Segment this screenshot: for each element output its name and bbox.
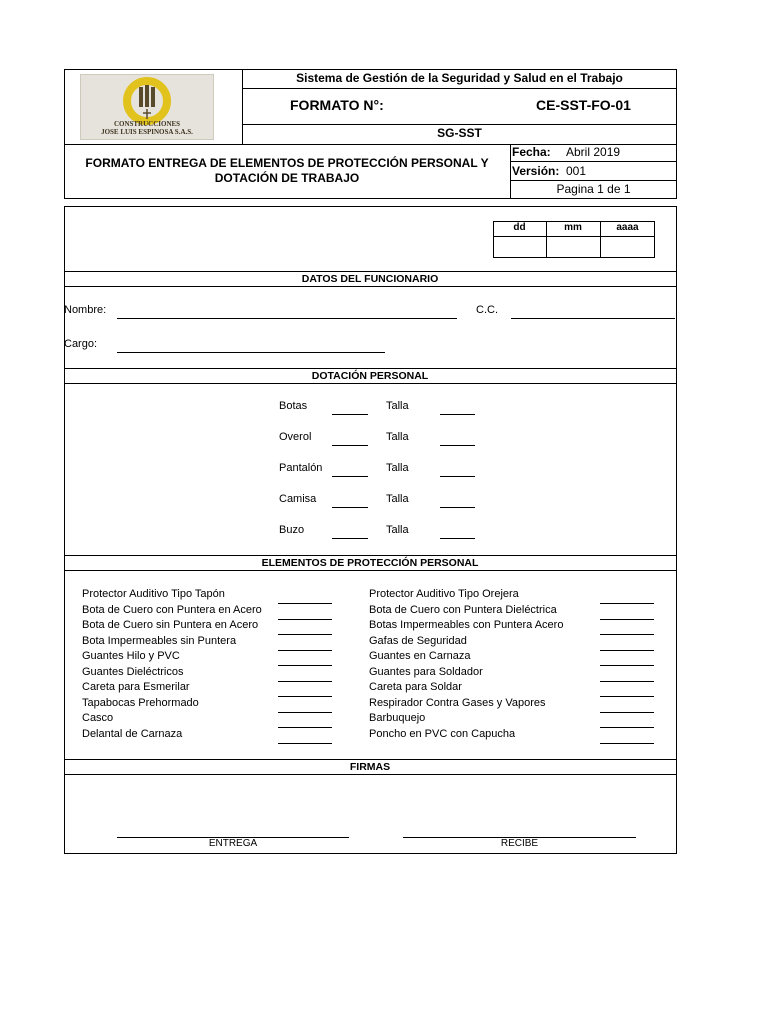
epp-right-item-field[interactable] <box>600 743 654 744</box>
epp-right-item-label: Botas Impermeables con Puntera Acero <box>369 619 564 631</box>
epp-right-item-field[interactable] <box>600 619 654 620</box>
document-title-line1: FORMATO ENTREGA DE ELEMENTOS DE PROTECCIÓN PERSONAL Y <box>85 156 489 170</box>
epp-left-item-label: Tapabocas Prehormado <box>82 696 199 709</box>
page-number: Pagina 1 de 1 <box>556 182 631 196</box>
epp-left-item-field[interactable] <box>278 650 332 651</box>
epp-left-item-field[interactable] <box>278 681 332 682</box>
epp-left-item-field[interactable] <box>278 665 332 666</box>
date-mm-header: mm <box>564 222 582 233</box>
dotacion-talla-label: Talla <box>386 493 409 505</box>
epp-left-item-field[interactable] <box>278 603 332 604</box>
dotacion-section-title: DOTACIÓN PERSONAL <box>64 368 676 384</box>
epp-right-item-label: Protector Auditivo Tipo Orejera <box>369 588 519 600</box>
epp-left-item-label: Bota de Cuero sin Puntera en Acero <box>82 619 259 631</box>
epp-left-item-label: Bota Impermeables sin Puntera <box>82 634 237 647</box>
epp-left-item-label: Careta para Esmerilar <box>82 681 190 693</box>
dotacion-item-label: Camisa <box>279 493 317 505</box>
fecha-value: Abril 2019 <box>566 145 621 159</box>
epp-left-item-field[interactable] <box>278 727 332 728</box>
date-dd-header: dd <box>513 222 526 233</box>
epp-right-item-label: Guantes para Soldador <box>369 665 483 678</box>
epp-right-item-field[interactable] <box>600 650 654 651</box>
dotacion-item-label: Pantalón <box>279 462 323 474</box>
sg-sst-label: SG-SST <box>437 126 482 140</box>
date-aaaa-field[interactable] <box>601 237 655 257</box>
epp-right-item-field[interactable] <box>600 634 654 635</box>
epp-section-title: ELEMENTOS DE PROTECCIÓN PERSONAL <box>64 555 676 571</box>
header-row-line-1 <box>242 88 677 89</box>
epp-left-item-field[interactable] <box>278 619 332 620</box>
format-code: CE-SST-FO-01 <box>536 97 631 113</box>
epp-right-item-label: Careta para Soldar <box>369 681 462 693</box>
dotacion-talla-field[interactable] <box>440 476 475 477</box>
dotacion-quantity-field[interactable] <box>332 414 368 415</box>
dotacion-talla-field[interactable] <box>440 507 475 508</box>
epp-right-item-field[interactable] <box>600 696 654 697</box>
epp-right-item-field[interactable] <box>600 712 654 713</box>
dotacion-talla-field[interactable] <box>440 414 475 415</box>
dotacion-talla-label: Talla <box>386 462 409 474</box>
epp-left-item-label: Bota de Cuero con Puntera en Acero <box>82 603 262 616</box>
dotacion-item-label: Buzo <box>279 524 305 536</box>
epp-left-item-label: Delantal de Carnaza <box>82 727 183 740</box>
header-meta-line-2 <box>510 180 677 181</box>
epp-left-item-field[interactable] <box>278 743 332 744</box>
dotacion-talla-label: Talla <box>386 524 409 536</box>
epp-right-item-label: Gafas de Seguridad <box>369 634 467 647</box>
date-mm-field[interactable] <box>547 237 600 257</box>
document-title-line2: DOTACIÓN DE TRABAJO <box>214 171 360 185</box>
funcionario-section-title: DATOS DEL FUNCIONARIO <box>64 271 676 287</box>
epp-left-item-field[interactable] <box>278 712 332 713</box>
epp-left-item-label: Guantes Dieléctricos <box>82 665 184 678</box>
cc-field[interactable] <box>511 318 675 319</box>
dotacion-item-label: Botas <box>279 400 308 412</box>
epp-left-item-label: Guantes Hilo y PVC <box>82 650 180 662</box>
epp-right-item-label: Guantes en Carnaza <box>369 650 471 662</box>
epp-right-item-label: Bota de Cuero con Puntera Dieléctrica <box>369 603 557 616</box>
recibe-label: RECIBE <box>500 838 539 849</box>
version-label: Versión: <box>512 164 560 178</box>
dotacion-quantity-field[interactable] <box>332 507 368 508</box>
epp-left-item-label: Protector Auditivo Tipo Tapón <box>82 588 225 600</box>
dotacion-quantity-field[interactable] <box>332 538 368 539</box>
logo-text-line2: JOSE LUIS ESPINOSA S.A.S. <box>101 128 193 136</box>
system-title: Sistema de Gestión de la Seguridad y Salud en el Trabajo <box>296 71 623 85</box>
entrega-label: ENTREGA <box>208 838 258 849</box>
logo-text-line1: CONSTRUCCIONES <box>113 120 181 128</box>
dotacion-talla-label: Talla <box>386 400 409 412</box>
dotacion-quantity-field[interactable] <box>332 445 368 446</box>
epp-right-item-label: Respirador Contra Gases y Vapores <box>369 696 546 709</box>
dotacion-talla-field[interactable] <box>440 445 475 446</box>
header-meta-line-1 <box>510 161 677 162</box>
form-body <box>64 206 677 854</box>
nombre-field[interactable] <box>117 318 457 319</box>
format-label: FORMATO N°: <box>290 97 384 113</box>
date-dd-field[interactable] <box>494 237 546 257</box>
epp-left-item-field[interactable] <box>278 696 332 697</box>
nombre-label: Nombre: <box>64 304 107 316</box>
epp-right-item-field[interactable] <box>600 665 654 666</box>
dotacion-quantity-field[interactable] <box>332 476 368 477</box>
cargo-label: Cargo: <box>64 338 98 350</box>
company-logo <box>80 74 214 140</box>
dotacion-talla-field[interactable] <box>440 538 475 539</box>
cargo-field[interactable] <box>117 352 385 353</box>
fecha-label: Fecha: <box>512 145 551 159</box>
header-row-line-2 <box>242 124 677 125</box>
epp-right-item-field[interactable] <box>600 681 654 682</box>
epp-right-item-field[interactable] <box>600 727 654 728</box>
version-value: 001 <box>566 164 587 178</box>
epp-right-item-label: Barbuquejo <box>369 712 426 724</box>
dotacion-item-label: Overol <box>279 431 312 443</box>
dotacion-talla-label: Talla <box>386 431 409 443</box>
epp-right-item-field[interactable] <box>600 603 654 604</box>
epp-right-item-label: Poncho en PVC con Capucha <box>369 727 516 740</box>
epp-left-item-field[interactable] <box>278 634 332 635</box>
epp-left-item-label: Casco <box>82 712 114 724</box>
cc-label: C.C. <box>476 304 498 316</box>
firmas-section-title: FIRMAS <box>64 759 676 775</box>
date-aaaa-header: aaaa <box>616 222 639 233</box>
